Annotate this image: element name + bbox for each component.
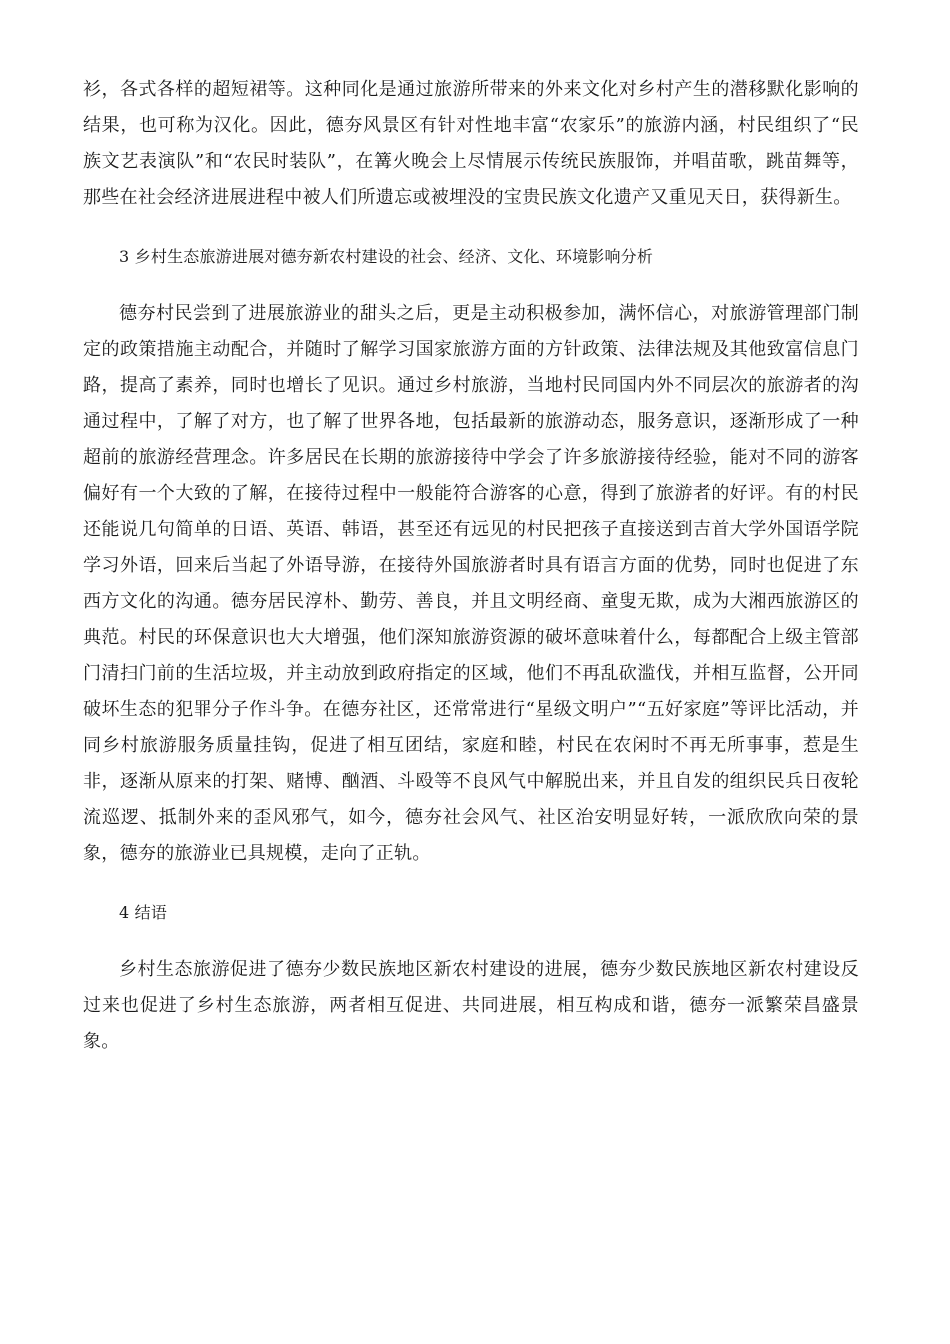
document-page bbox=[83, 72, 859, 1060]
section-3-heading: 3 乡村生态旅游进展对德夯新农村建设的社会、经济、文化、环境影响分析 bbox=[119, 247, 654, 266]
section-4-paragraph: 乡村生态旅游促进了德夯少数民族地区新农村建设的进展，德夯少数民族地区新农村建设反过来也促进了乡村生态旅游，两者相互促进、共同进展，相互构成和谐，德夯一派繁荣昌盛景象。 bbox=[83, 959, 859, 1052]
section-4-heading: 4 结语 bbox=[119, 903, 168, 922]
section-3-paragraph: 德夯村民尝到了进展旅游业的甜头之后，更是主动积极参加，满怀信心，对旅游管理部门制定的政策措施主动配合，并随时了解学习国家旅游方面的方针政策、法律法规及其他致富信息门路，提高了素养，同时也增长了见识。通过乡村旅游，当地村民同国内外不同层次的旅游者的沟通过程中，了解了对方，也了解了世界各地，包括最新的旅游动态，服务意识，逐渐形成了一种超前的旅游经营理念。许多居民在长期的旅游接待中学会了许多旅游接待经验，能对不同的游客偏好有一个大致的了解，在接待过程中一般能符合游客的心意，得到了旅游者的好评。有的村民还能说几句简单的日语、英语、韩语，甚至还有远见的村民把孩子直接送到吉首大学外国语学院学习外语，回来后当起了外语导游，在接待外国旅游者时具有语言方面的优势，同时也促进了东西方文化的沟通。德夯居民淳朴、勤劳、善良，并且文明经商、童叟无欺，成为大湘西旅游区的典范。村民的环保意识也大大增强，他们深知旅游资源的破坏意味着什么，每都配合上级主管部门清扫门前的生活垃圾，并主动放到政府指定的区域，他们不再乱砍滥伐，并相互监督，公开同破坏生态的犯罪分子作斗争。在德夯社区，还常常进行“星级文明户”“五好家庭”等评比活动，并同乡村旅游服务质量挂钩，促进了相互团结，家庭和睦，村民在农闲时不再无所事事，惹是生非，逐渐从原来的打架、赌博、酗酒、斗殴等不良风气中解脱出来，并且自发的组织民兵日夜轮流巡逻、抵制外来的歪风邪气，如今，德夯社会风气、社区治安明显好转，一派欣欣向荣的景象，德夯的旅游业已具规模，走向了正轨。 bbox=[83, 303, 859, 864]
paragraph-continued: 衫，各式各样的超短裙等。这种同化是通过旅游所带来的外来文化对乡村产生的潜移默化影响的结果，也可称为汉化。因此，德夯风景区有针对性地丰富“农家乐”的旅游内涵，村民组织了“民族文艺表演队”和“农民时装队”，在篝火晚会上尽情展示传统民族服饰，并唱苗歌，跳苗舞等，那些在社会经济进展进程中被人们所遗忘或被埋没的宝贵民族文化遗产又重见天日，获得新生。 bbox=[83, 79, 859, 208]
